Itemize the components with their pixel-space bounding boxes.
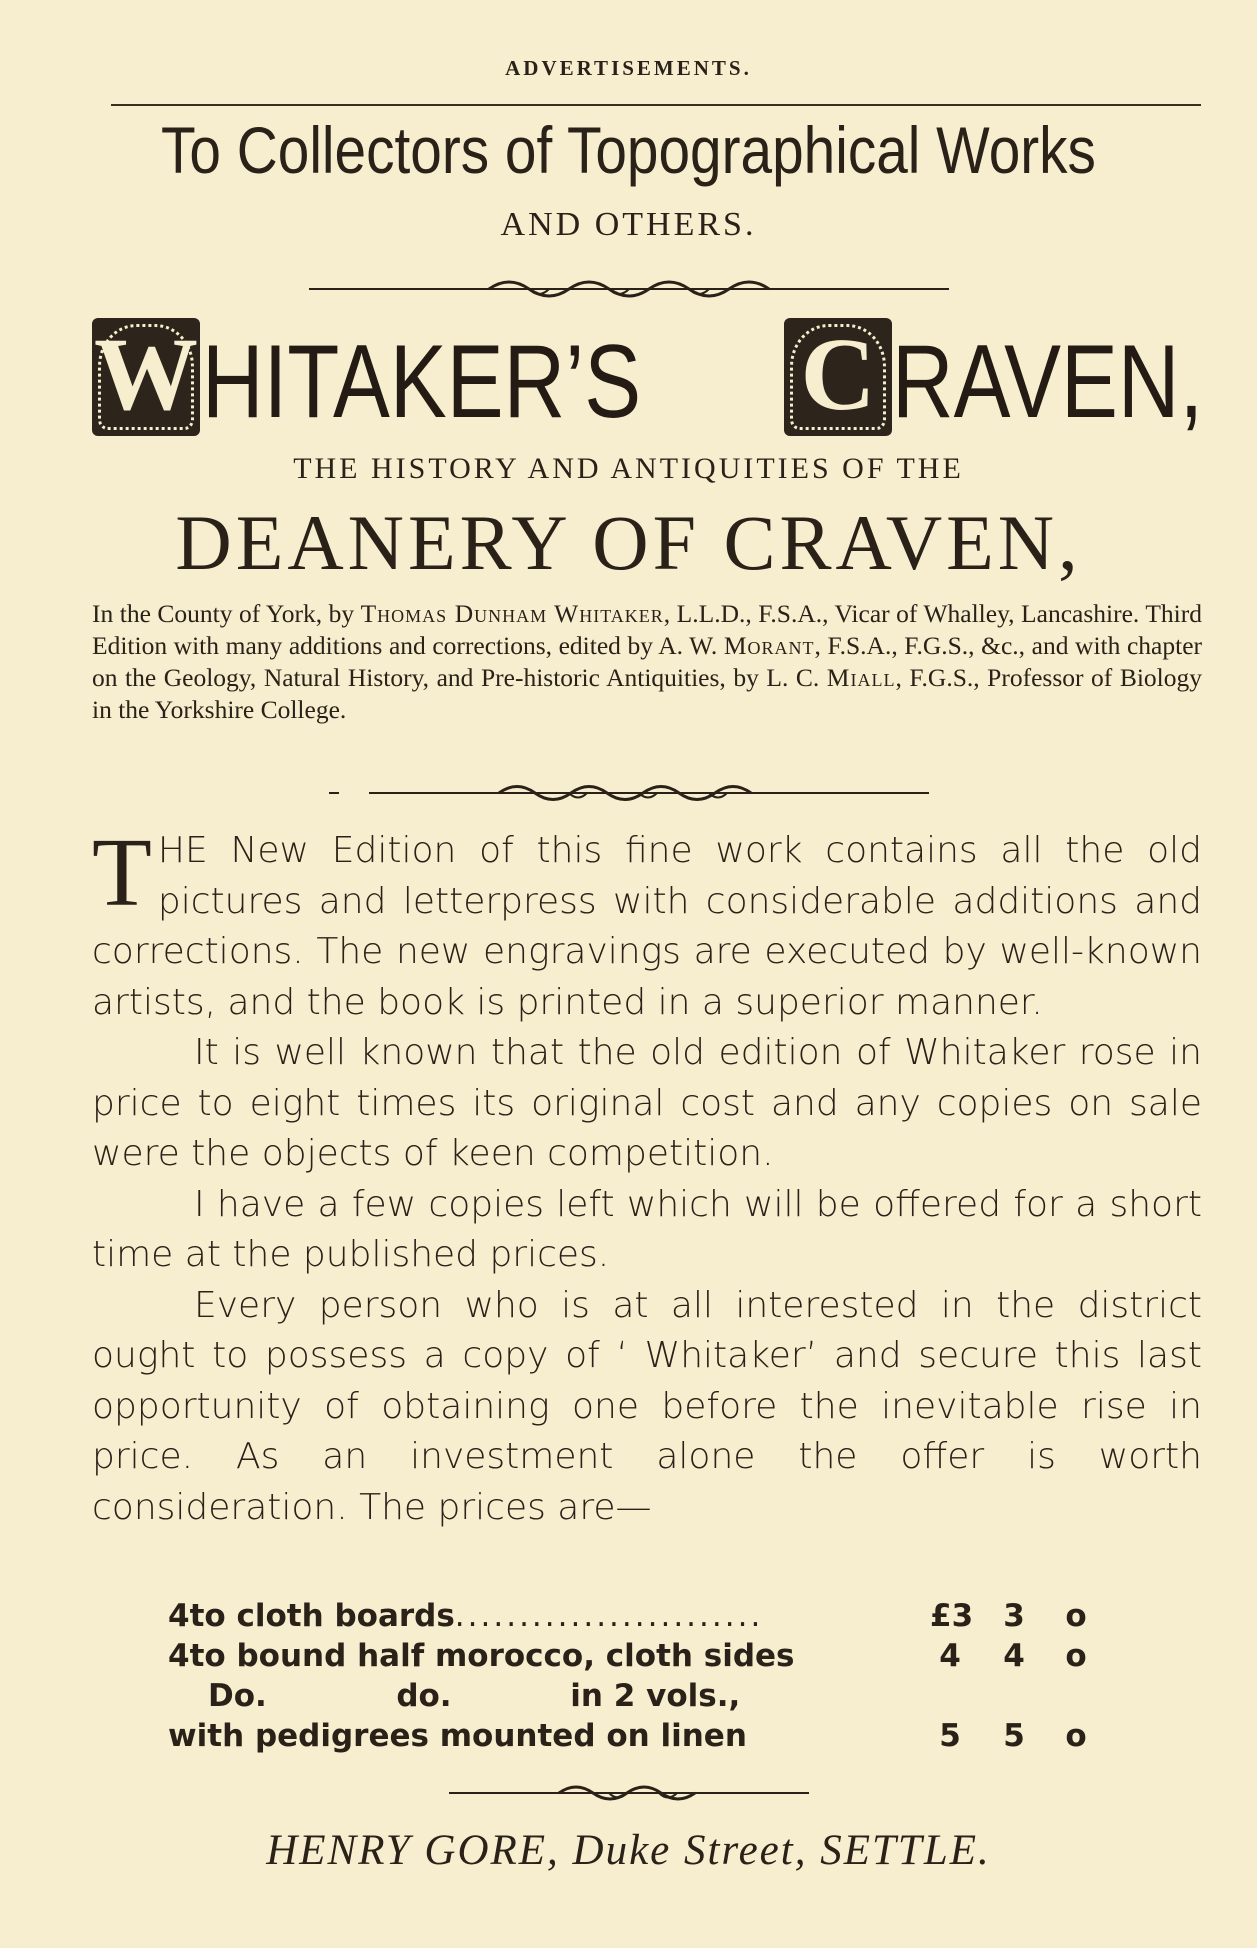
deanery-line: DEANERY OF CRAVEN, — [175, 499, 1082, 586]
book-title — [92, 318, 1202, 448]
price-row: with pedigrees mounted on linen 5 5 o — [168, 1716, 1128, 1756]
price-pounds: 5 — [939, 1718, 961, 1754]
price-shillings: 3 — [1003, 1598, 1025, 1634]
title-word-whitakers: HITAKER’S — [202, 324, 642, 440]
ornament-divider-1 — [0, 272, 1257, 306]
body-paragraph-2: It is well known that the old edition of Whitaker rose in price to eight times its original cost and any copies on sale were the objects of keen competition. — [92, 1032, 1202, 1174]
subhead: AND OTHERS. — [500, 206, 757, 243]
contributor-name: Miall — [826, 663, 896, 692]
price-row: Do. do. in 2 vols., — [208, 1678, 741, 1714]
history-line: THE HISTORY AND ANTIQUITIES OF THE — [293, 452, 964, 485]
body-paragraph-3: I have a few copies left which will be offered for a short time at the published prices. — [92, 1183, 1202, 1275]
running-head: ADVERTISEMENTS. — [505, 56, 752, 80]
price-pounds: £3 — [930, 1598, 974, 1634]
body-paragraph-1: THE New Edition of this fine work contains all the old pictures and letterpress with considerable additions and corrections. The new engravings are executed by well-known artists, and the book is printed in a superior manner. — [92, 819, 1202, 1023]
price-shillings: 4 — [1003, 1638, 1025, 1674]
ornate-initial-w: W — [92, 318, 200, 436]
price-pence: o — [1065, 1638, 1087, 1674]
imprint: HENRY GORE, Duke Street, SETTLE. — [266, 1827, 991, 1874]
edition-details: In the County of York, by Thomas Dunham Whitaker, L.L.D., F.S.A., Vicar of Whalley, Lancashire. Third Edition with many additions and corrections, edited by A. W. Morant, F.S.A., F.G.S., &c., and with chapter on the Geology, Natural History, and Pre-historic Antiquities, by L. C. Miall, F.G.S., Professor of Biology in the Yorkshire College. — [92, 599, 1203, 724]
ornate-initial-c: C — [784, 318, 892, 436]
price-row: 4to bound half morocco, cloth sides 4 4 o — [168, 1636, 1128, 1676]
price-list — [168, 1596, 1128, 1756]
publisher-street: Duke Street — [572, 1827, 795, 1874]
body-paragraph-4: Every person who is at all interested in the district ought to possess a copy of ‘ Whitaker’ and secure this last opportunity of obtaining one before the inevitable rise in price. As an investment alone the offer is worth consideration. The prices are— — [92, 1284, 1202, 1528]
ornament-divider-2 — [0, 776, 1257, 810]
ornament-divider-3 — [0, 1776, 1257, 1810]
drop-cap: T — [92, 819, 152, 927]
publisher-name: HENRY GORE — [266, 1827, 548, 1874]
price-pence: o — [1065, 1598, 1087, 1634]
author-name: Thomas Dunham Whitaker — [360, 599, 664, 628]
headline: To Collectors of Topographical Works — [161, 113, 1096, 187]
publisher-town: SETTLE. — [820, 1827, 991, 1874]
price-row: 4to cloth boards........................ £3 3 o — [168, 1596, 1128, 1636]
price-shillings: 5 — [1003, 1718, 1025, 1754]
editor-name: Morant — [723, 631, 815, 660]
price-pence: o — [1065, 1718, 1087, 1754]
advertisement-body — [92, 819, 1202, 1533]
price-pounds: 4 — [939, 1638, 961, 1674]
top-rule — [111, 104, 1201, 106]
title-word-craven: RAVEN, — [892, 324, 1204, 440]
